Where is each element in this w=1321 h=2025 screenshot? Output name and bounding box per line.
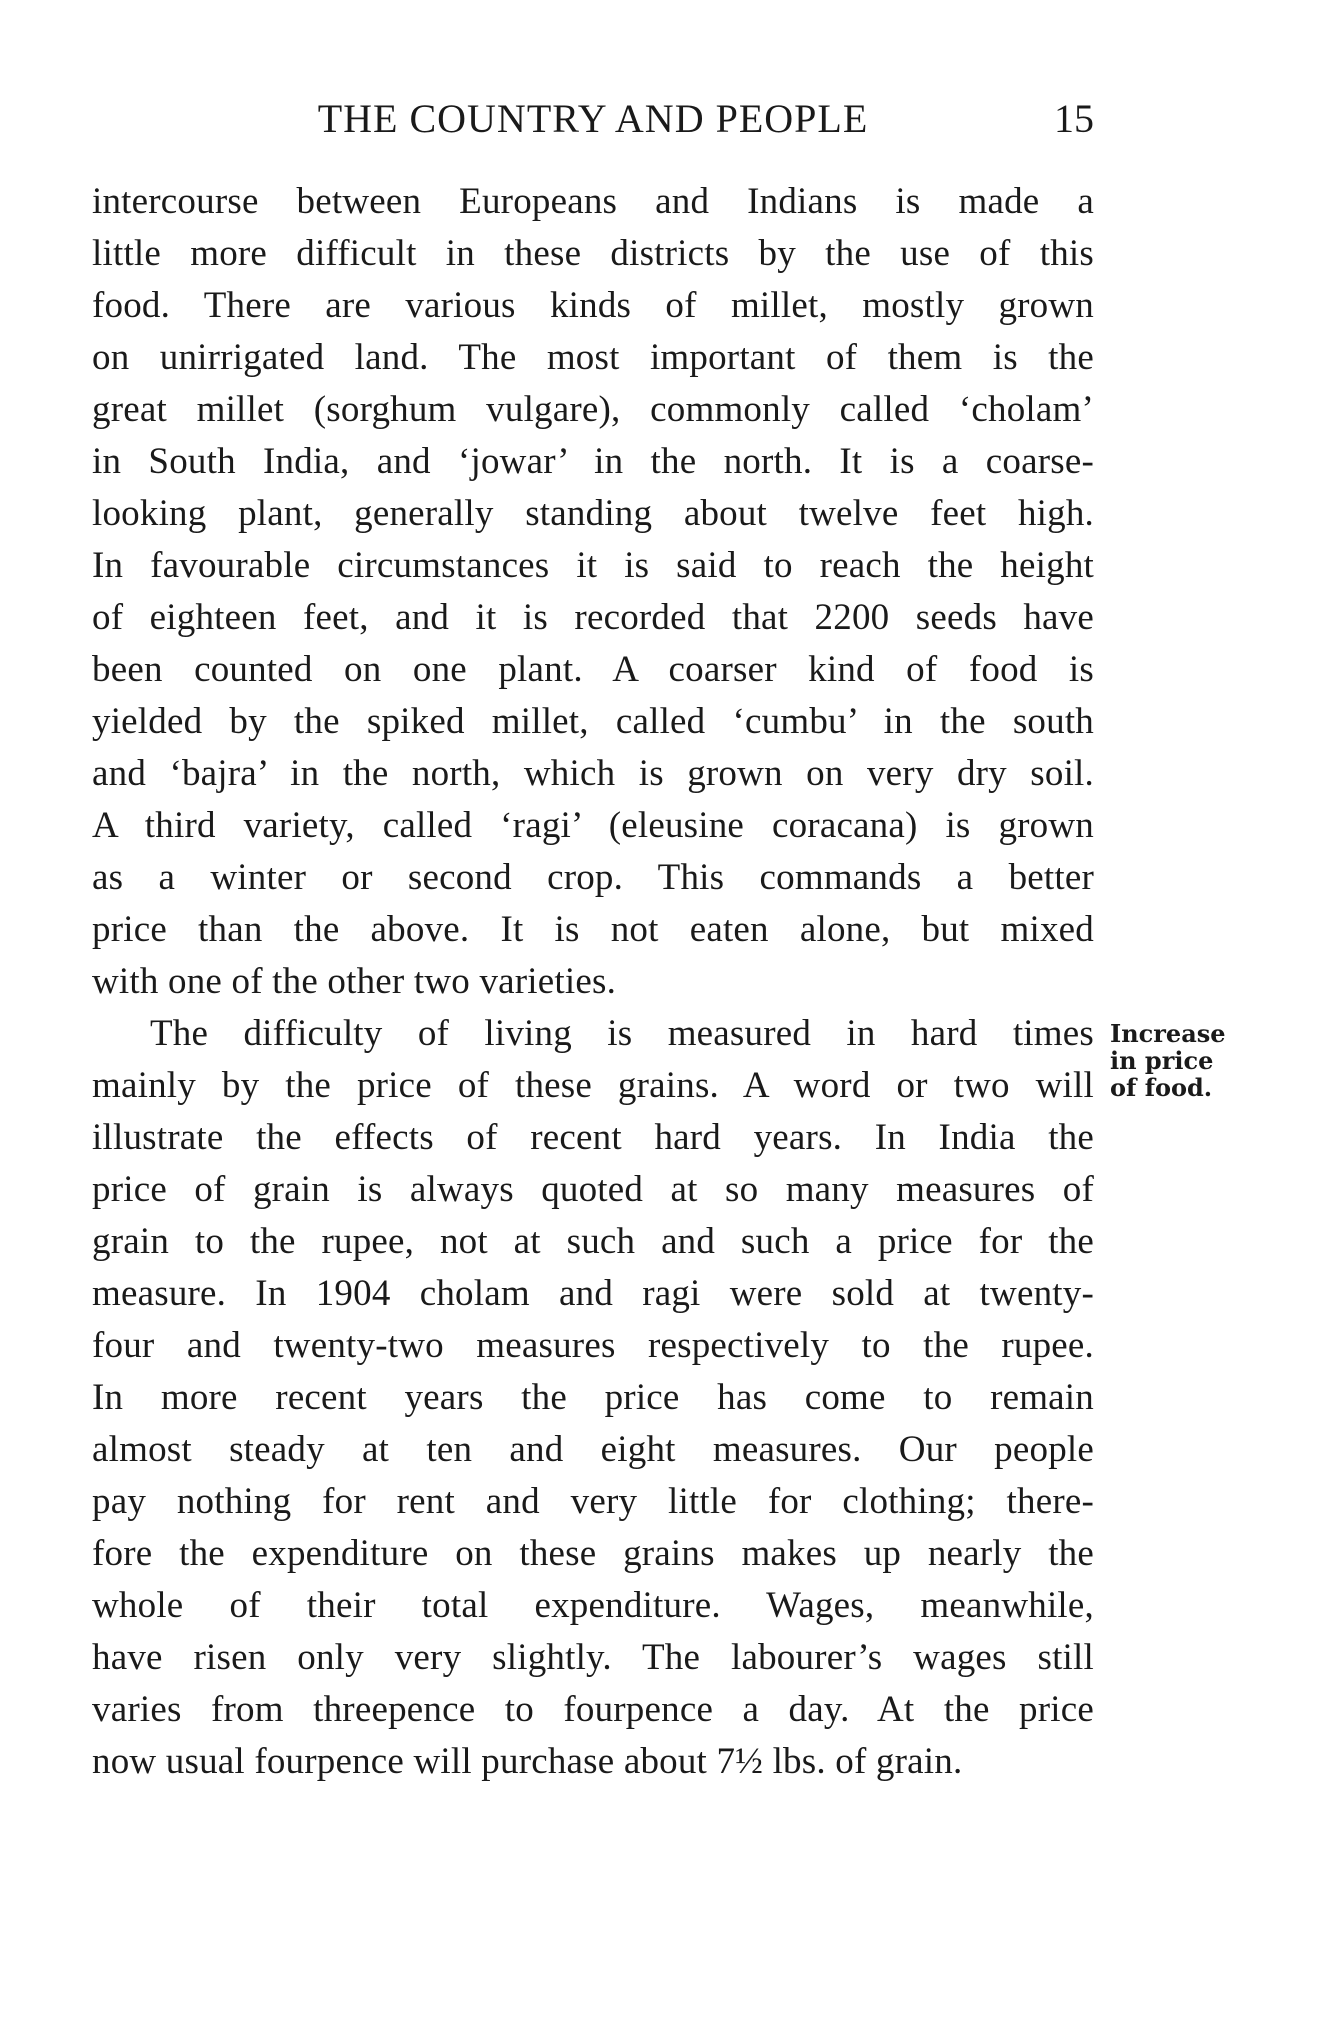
page-number: 15: [1054, 96, 1094, 141]
text-line: pay nothing for rent and very little for clothing; there-: [92, 1481, 1094, 1522]
text-line: and ‘bajra’ in the north, which is grown on very dry soil.: [92, 753, 1094, 794]
text-line: looking plant, generally standing about twelve feet high.: [92, 493, 1094, 534]
running-head: [92, 94, 1094, 144]
text-line: almost steady at ten and eight measures. Our people: [92, 1429, 1094, 1470]
text-line: as a winter or second crop. This commands a better: [92, 857, 1094, 898]
text-line: with one of the other two varieties.: [92, 961, 617, 1002]
text-line: of eighteen feet, and it is recorded that 2200 seeds have: [92, 597, 1094, 638]
running-title: THE COUNTRY AND PEOPLE: [317, 96, 869, 141]
text-line: four and twenty-two measures respectively to the rupee.: [92, 1325, 1094, 1366]
text-line: grain to the rupee, not at such and such a price for the: [92, 1221, 1094, 1262]
margin-note: [1110, 1020, 1260, 1101]
text-line: whole of their total expenditure. Wages, meanwhile,: [92, 1585, 1094, 1626]
paragraph-1: [92, 176, 1094, 1008]
text-line: in South India, and ‘jowar’ in the north. It is a coarse-: [92, 441, 1094, 482]
text-line: price than the above. It is not eaten alone, but mixed: [92, 909, 1094, 950]
body-text: [92, 176, 1094, 1788]
text-line: The difficulty of living is measured in hard times: [150, 1013, 1094, 1054]
text-line: yielded by the spiked millet, called ‘cumbu’ in the south: [92, 701, 1094, 742]
text-line: illustrate the effects of recent hard years. In India the: [92, 1117, 1094, 1158]
text-line: mainly by the price of these grains. A word or two will: [92, 1065, 1094, 1106]
text-line: price of grain is always quoted at so many measures of: [92, 1169, 1094, 1210]
text-line: food. There are various kinds of millet, mostly grown: [92, 285, 1094, 326]
margin-note-line: of food.: [1110, 1073, 1213, 1102]
text-line: In favourable circumstances it is said to reach the height: [92, 545, 1094, 586]
text-line: varies from threepence to fourpence a day. At the price: [92, 1689, 1094, 1730]
text-line: have risen only very slightly. The labourer’s wages still: [92, 1637, 1094, 1678]
text-line: fore the expenditure on these grains makes up nearly the: [92, 1533, 1094, 1574]
text-line: now usual fourpence will purchase about 7½ lbs. of grain.: [92, 1741, 963, 1782]
text-line: little more difficult in these districts by the use of this: [92, 233, 1094, 274]
text-line: intercourse between Europeans and Indians is made a: [92, 181, 1094, 222]
text-line: been counted on one plant. A coarser kind of food is: [92, 649, 1094, 690]
paragraph-2: [92, 1008, 1094, 1788]
text-line: A third variety, called ‘ragi’ (eleusine coracana) is grown: [92, 805, 1094, 846]
text-line: great millet (sorghum vulgare), commonly called ‘cholam’: [92, 389, 1094, 430]
margin-note-line: Increase: [1110, 1019, 1226, 1048]
text-line: In more recent years the price has come to remain: [92, 1377, 1094, 1418]
text-line: on unirrigated land. The most important of them is the: [92, 337, 1094, 378]
text-line: measure. In 1904 cholam and ragi were sold at twenty-: [92, 1273, 1094, 1314]
margin-note-line: in price: [1110, 1046, 1214, 1075]
